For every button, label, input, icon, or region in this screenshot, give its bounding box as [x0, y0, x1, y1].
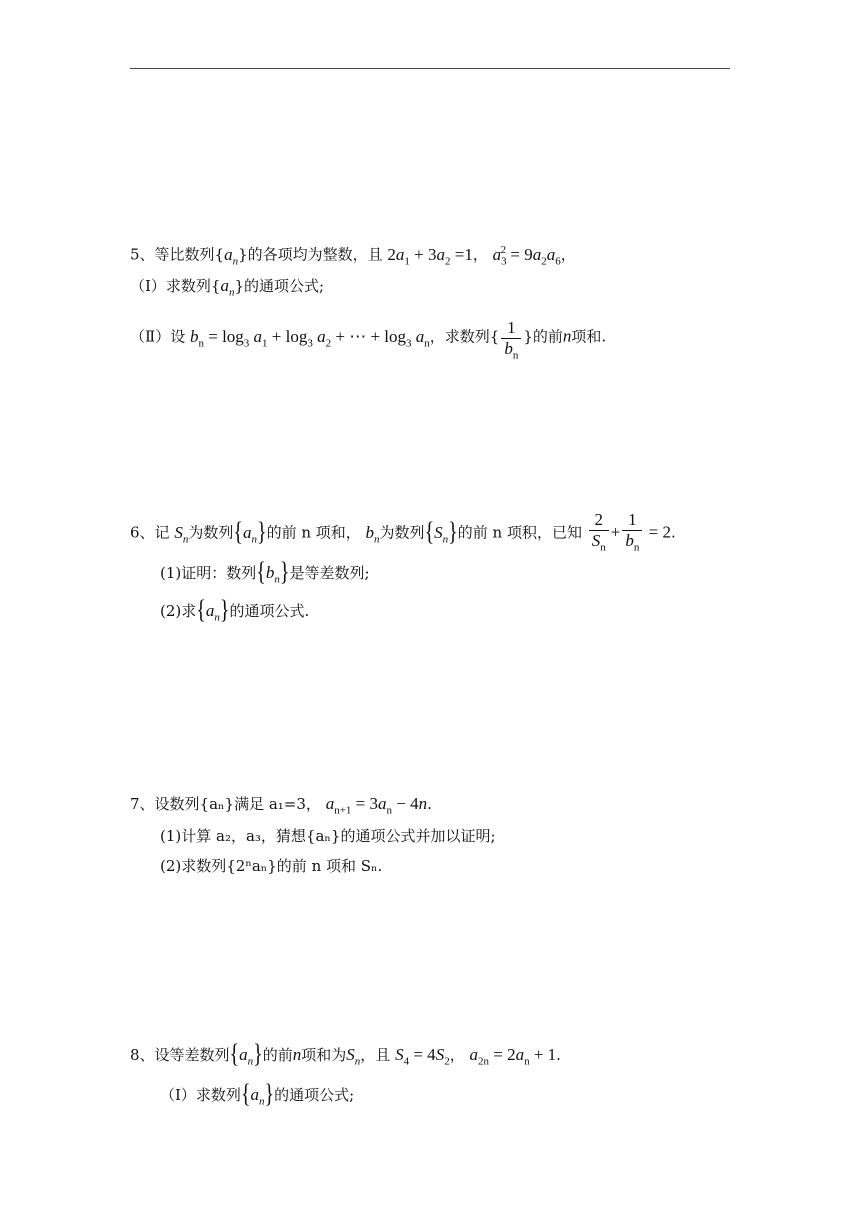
problem-6-part-2: (2)求$\{a_n\}$的通项公式.	[160, 595, 310, 625]
p8-condition-1: $S_4 = 4S_2$	[395, 1045, 450, 1068]
p5-condition-2: $a_3^2 = 9a_2a_6$	[492, 244, 561, 268]
p8-condition-2: $a_{2n} = 2a_n + 1$	[469, 1045, 557, 1068]
problem-5-part-2: （Ⅱ）设 $b_n = \log_3 a_1 + \log_3 a_2$ + ⋯ + $\log_3 a_n$，求数列{ $\frac{1}{b_n}$ }的前n项和.	[130, 310, 606, 365]
p5-fraction: $\frac{1}{b_n}$	[501, 318, 521, 365]
problem-8-part-1: （Ⅰ）求数列$\{a_n\}$的通项公式;	[160, 1079, 355, 1109]
p6-fraction-2-over-Sn: $\frac{2}{S_n}$	[589, 510, 609, 557]
problem-7-part-2: (2)求数列{2ⁿaₙ}的前 n 项和 Sₙ.	[160, 857, 383, 875]
problem-7-part-1: (1)计算 a₂，a₃，猜想{aₙ}的通项公式并加以证明;	[160, 827, 496, 845]
p5-bn-formula: $b_n = \log_3 a_1 + \log_3 a_2$ + ⋯ + $\log_3 a_n$	[189, 326, 430, 350]
problem-7-statement: 7、设数列{aₙ}满足 a₁=3， $a_{n+1} = 3a_n - 4n$.	[130, 794, 432, 817]
problem-5-part-1: （Ⅰ）求数列$\{a_n\}$的通项公式;	[130, 276, 325, 299]
p6-fraction-1-over-bn: $\frac{1}{b_n}$	[622, 510, 642, 557]
problem-8-statement: 8、设等差数列$\{a_n\}$的前n项和为$S_n$，且 $S_4 = 4S_2$， $a_{2n} = 2a_n + 1$.	[130, 1039, 561, 1069]
p5-condition-1: $2a_1 + 3a_2 =1$	[387, 244, 473, 268]
problem-6-statement: 6、记 $S_n$为数列$\{a_n\}$的前 n 项和， $b_n$为数列$\{S_n\}$的前 n 项积，已知 $\frac{2}{S_n}$ + $\frac{1}{b_n}$ = 2.	[130, 510, 676, 557]
problem-5-statement: 5、等比数列$\{a_n\}$的各项均为整数，且 $2a_1 + 3a_2 =1$， $a_3^2 = 9a_2a_6$，	[130, 244, 576, 268]
p7-recurrence: $a_{n+1} = 3a_n - 4n$	[325, 794, 428, 817]
header-rule	[130, 68, 730, 69]
problem-6-part-1: (1)证明：数列$\{b_n\}$是等差数列;	[160, 557, 370, 587]
